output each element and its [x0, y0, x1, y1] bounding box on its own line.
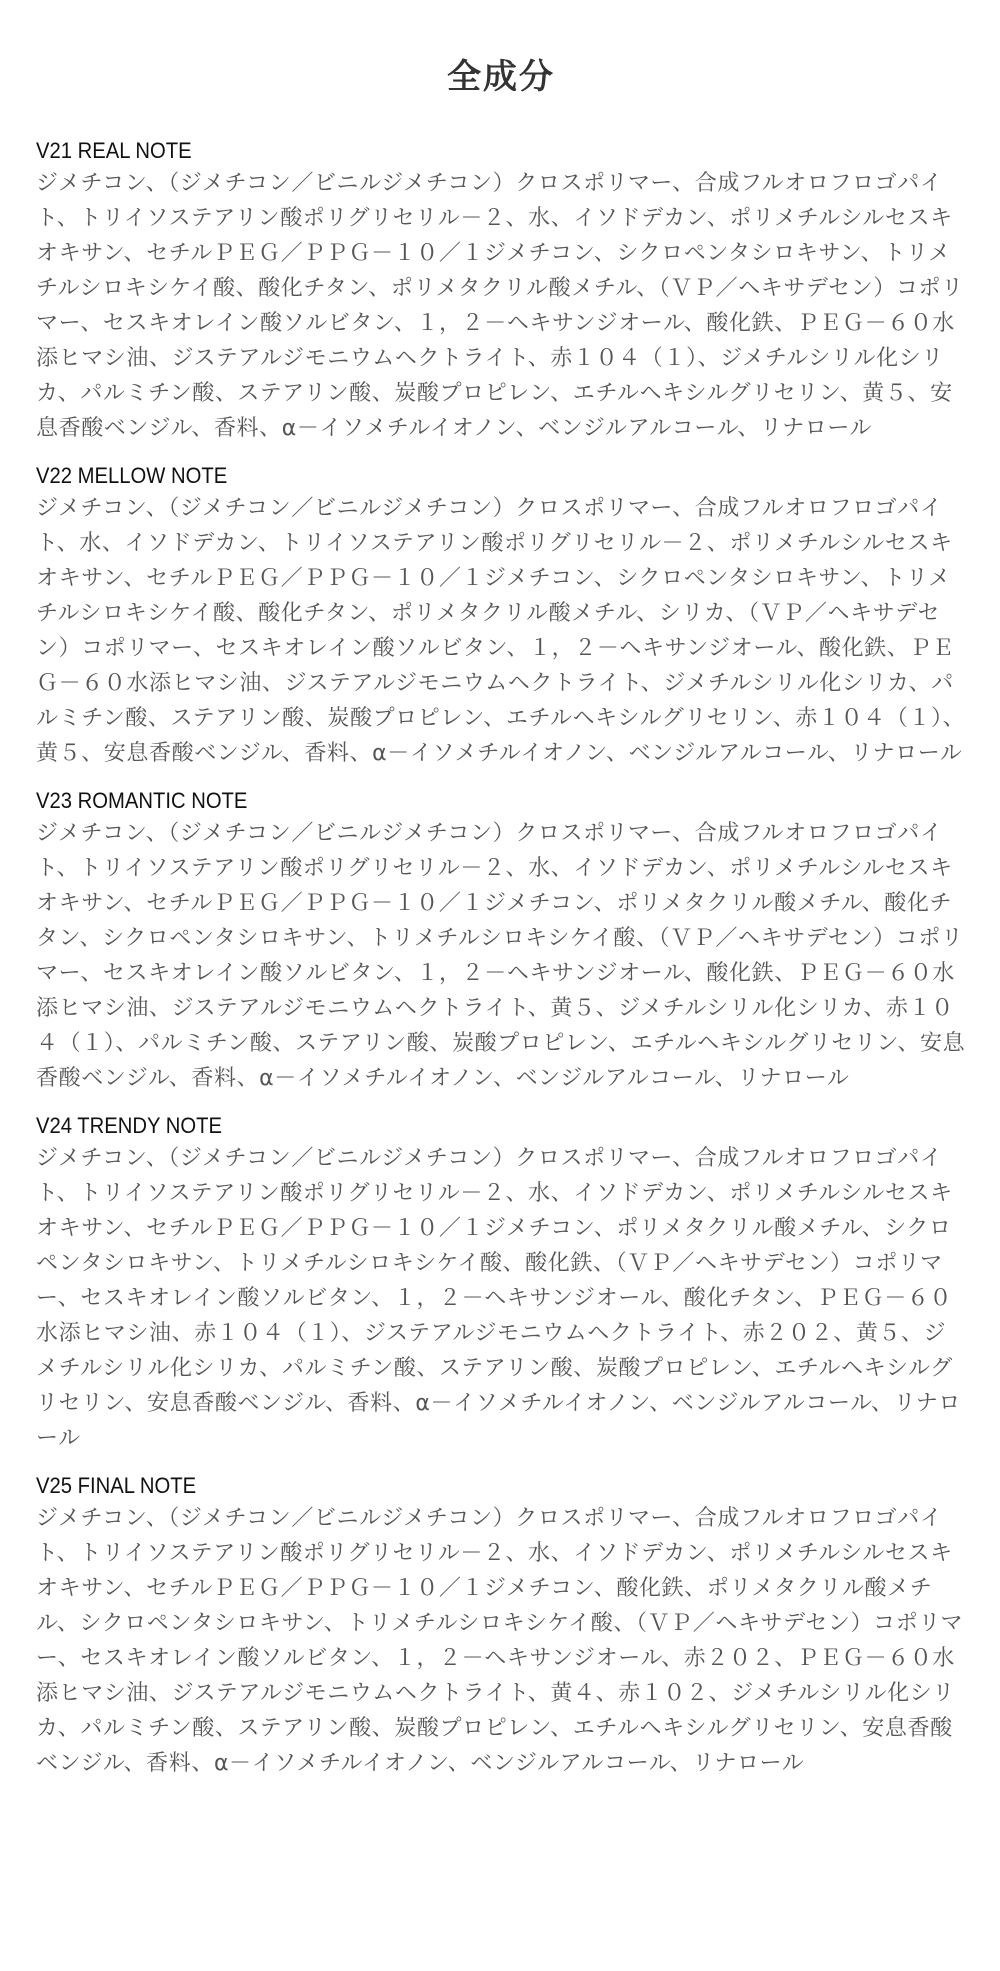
- ingredient-list: ジメチコン、（ジメチコン／ビニルジメチコン）クロスポリマー、合成フルオロフロゴパイト、トリイソステアリン酸ポリグリセリル－２、水、イソドデカン、ポリメチルシルセスキオキサン、セチルＰＥＧ／ＰＰＧ－１０／１ジメチコン、シクロペンタシロキサン、トリメチルシロキシケイ酸、酸化チタン、ポリメタクリル酸メチル、（ＶＰ／ヘキサデセン）コポリマー、セスキオレイン酸ソルビタン、１，２－ヘキサンジオール、酸化鉄、ＰＥＧ－６０水添ヒマシ油、ジステアルジモニウムヘクトライト、赤１０４（１）、ジメチルシリル化シリカ、パルミチン酸、ステアリン酸、炭酸プロピレン、エチルヘキシルグリセリン、黄５、安息香酸ベンジル、香料、α－イソメチルイオノン、ベンジルアルコール、リナロール: [36, 171, 964, 441]
- product-section-v21: [36, 136, 966, 446]
- product-section-v25: [36, 1471, 966, 1781]
- product-section-v23: [36, 786, 966, 1096]
- section-title: V22 MELLOW NOTE: [36, 463, 228, 488]
- ingredient-list: ジメチコン、（ジメチコン／ビニルジメチコン）クロスポリマー、合成フルオロフロゴパイト、トリイソステアリン酸ポリグリセリル－２、水、イソドデカン、ポリメチルシルセスキオキサン、セチルＰＥＧ／ＰＰＧ－１０／１ジメチコン、ポリメタクリル酸メチル、酸化チタン、シクロペンタシロキサン、トリメチルシロキシケイ酸、（ＶＰ／ヘキサデセン）コポリマー、セスキオレイン酸ソルビタン、１，２－ヘキサンジオール、酸化鉄、ＰＥＧ－６０水添ヒマシ油、ジステアルジモニウムヘクトライト、黄５、ジメチルシリル化シリカ、赤１０４（１）、パルミチン酸、ステアリン酸、炭酸プロピレン、エチルヘキシルグリセリン、安息香酸ベンジル、香料、α－イソメチルイオノン、ベンジルアルコール、リナロール: [36, 821, 966, 1091]
- section-title: V25 FINAL NOTE: [36, 1473, 197, 1498]
- product-section-v22: [36, 461, 966, 771]
- ingredient-list: ジメチコン、（ジメチコン／ビニルジメチコン）クロスポリマー、合成フルオロフロゴパイト、水、イソドデカン、トリイソステアリン酸ポリグリセリル－２、ポリメチルシルセスキオキサン、セチルＰＥＧ／ＰＰＧ－１０／１ジメチコン、シクロペンタシロキサン、トリメチルシロキシケイ酸、酸化チタン、ポリメタクリル酸メチル、シリカ、（ＶＰ／ヘキサデセン）コポリマー、セスキオレイン酸ソルビタン、１，２－ヘキサンジオール、酸化鉄、ＰＥＧ－６０水添ヒマシ油、ジステアルジモニウムヘクトライト、ジメチルシリル化シリカ、パルミチン酸、ステアリン酸、炭酸プロピレン、エチルヘキシルグリセリン、赤１０４（１）、黄５、安息香酸ベンジル、香料、α－イソメチルイオノン、ベンジルアルコール、リナロール: [36, 496, 966, 766]
- page-title: 全成分: [447, 57, 555, 97]
- section-title: V23 ROMANTIC NOTE: [36, 788, 248, 813]
- section-title: V24 TRENDY NOTE: [36, 1113, 222, 1138]
- ingredient-list: ジメチコン、（ジメチコン／ビニルジメチコン）クロスポリマー、合成フルオロフロゴパイト、トリイソステアリン酸ポリグリセリル－２、水、イソドデカン、ポリメチルシルセスキオキサン、セチルＰＥＧ／ＰＰＧ－１０／１ジメチコン、酸化鉄、ポリメタクリル酸メチル、シクロペンタシロキサン、トリメチルシロキシケイ酸、（ＶＰ／ヘキサデセン）コポリマー、セスキオレイン酸ソルビタン、１，２－ヘキサンジオール、赤２０２、ＰＥＧ－６０水添ヒマシ油、ジステアルジモニウムヘクトライト、黄４、赤１０２、ジメチルシリル化シリカ、パルミチン酸、ステアリン酸、炭酸プロピレン、エチルヘキシルグリセリン、安息香酸ベンジル、香料、α－イソメチルイオノン、ベンジルアルコール、リナロール: [36, 1506, 964, 1776]
- section-title: V21 REAL NOTE: [36, 138, 192, 163]
- product-section-v24: [36, 1111, 966, 1456]
- ingredient-list: ジメチコン、（ジメチコン／ビニルジメチコン）クロスポリマー、合成フルオロフロゴパイト、トリイソステアリン酸ポリグリセリル－２、水、イソドデカン、ポリメチルシルセスキオキサン、セチルＰＥＧ／ＰＰＧ－１０／１ジメチコン、ポリメタクリル酸メチル、シクロペンタシロキサン、トリメチルシロキシケイ酸、酸化鉄、（ＶＰ／ヘキサデセン）コポリマー、セスキオレイン酸ソルビタン、１，２－ヘキサンジオール、酸化チタン、ＰＥＧ－６０水添ヒマシ油、赤１０４（１）、ジステアルジモニウムヘクトライト、赤２０２、黄５、ジメチルシリル化シリカ、パルミチン酸、ステアリン酸、炭酸プロピレン、エチルヘキシルグリセリン、安息香酸ベンジル、香料、α－イソメチルイオノン、ベンジルアルコール、リナロール: [36, 1146, 961, 1451]
